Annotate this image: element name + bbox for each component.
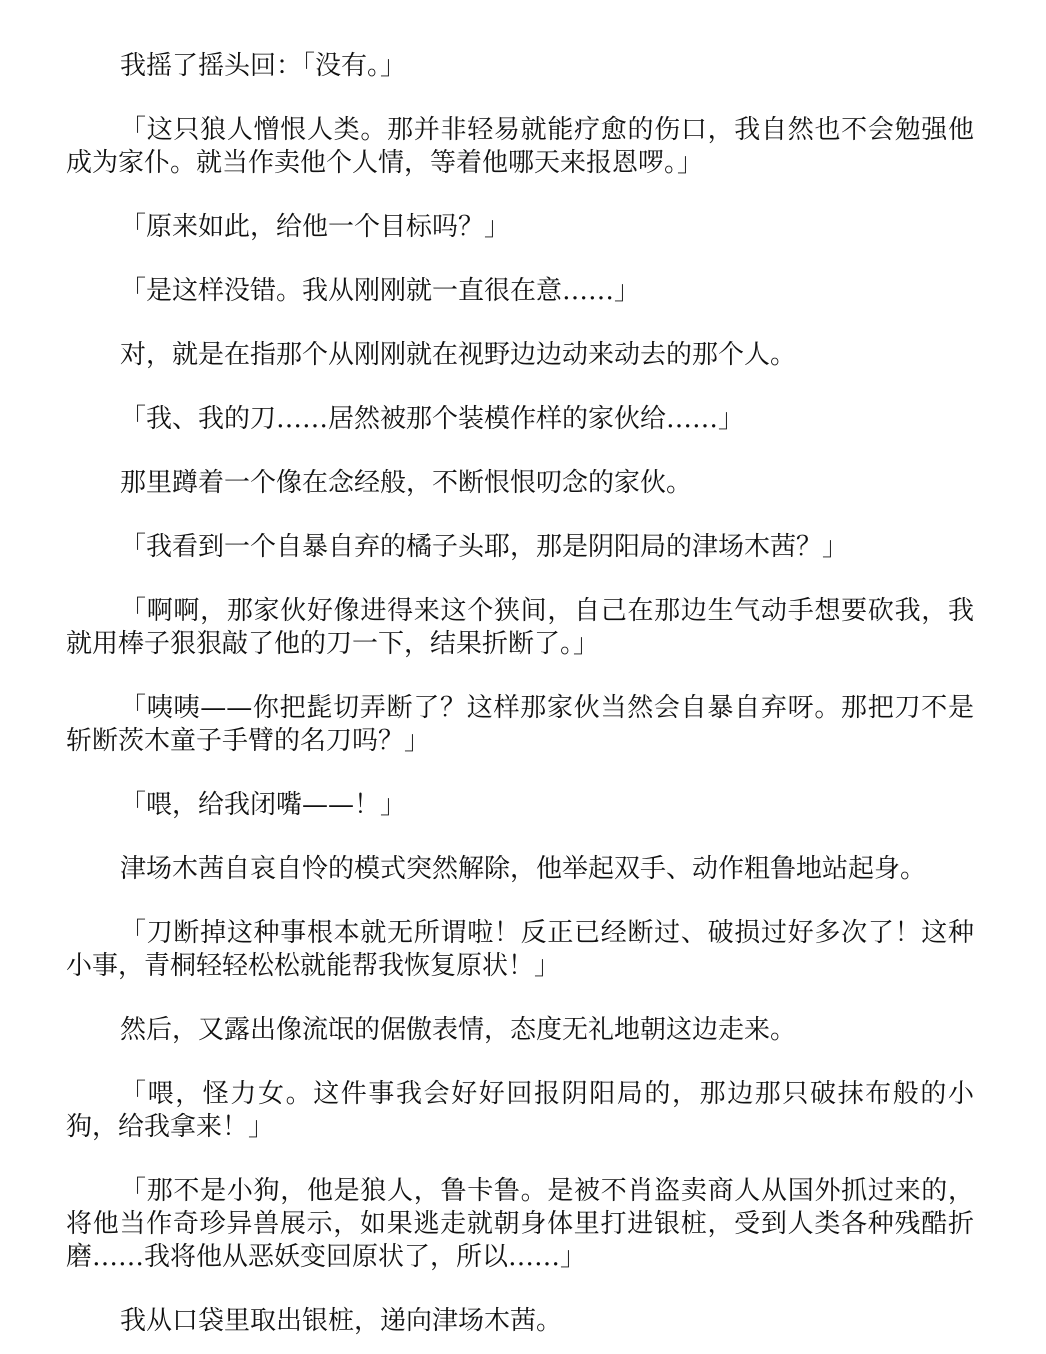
- paragraph: 「咦咦——你把髭切弄断了？这样那家伙当然会自暴自弃呀。那把刀不是斩断茨木童子手臂的名刀吗？」: [66, 693, 974, 756]
- paragraph: 「我、我的刀……居然被那个装模作样的家伙给……」: [120, 404, 745, 434]
- paragraph: 「这只狼人憎恨人类。那并非轻易就能疗愈的伤口，我自然也不会勉强他成为家仆。就当作卖他个人情，等着他哪天来报恩啰。」: [66, 115, 974, 178]
- paragraph: 「啊啊，那家伙好像进得来这个狭间，自己在那边生气动手想要砍我，我就用棒子狠狠敲了他的刀一下，结果折断了。」: [66, 596, 974, 659]
- paragraph: 「我看到一个自暴自弃的橘子头耶，那是阴阳局的津场木茜？」: [120, 532, 849, 562]
- paragraph: 我摇了摇头回：「没有。」: [120, 51, 407, 81]
- paragraph: 「是这样没错。我从刚刚就一直很在意……」: [120, 276, 641, 306]
- paragraph: 「刀断掉这种事根本就无所谓啦！反正已经断过、破损过好多次了！这种小事，青桐轻轻松松就能帮我恢复原状！」: [66, 918, 974, 981]
- paragraph: 「喂，给我闭嘴——！」: [120, 790, 407, 820]
- paragraph: 「那不是小狗，他是狼人，鲁卡鲁。是被不肖盗卖商人从国外抓过来的，将他当作奇珍异兽展示，如果逃走就朝身体里打进银桩，受到人类各种残酷折磨……我将他从恶妖变回原状了，所以……」: [66, 1176, 974, 1272]
- paragraph: 「喂，怪力女。这件事我会好好回报阴阳局的，那边那只破抹布般的小狗，给我拿来！」: [66, 1079, 974, 1142]
- paragraph: 「原来如此，给他一个目标吗？」: [120, 212, 511, 242]
- paragraph: 那里蹲着一个像在念经般，不断恨恨叨念的家伙。: [120, 468, 693, 498]
- paragraph: 我从口袋里取出银桩，递向津场木茜。: [120, 1306, 563, 1336]
- paragraph: 然后，又露出像流氓的倨傲表情，态度无礼地朝这边走来。: [120, 1015, 797, 1045]
- paragraph: 对，就是在指那个从刚刚就在视野边边动来动去的那个人。: [120, 340, 797, 370]
- paragraph: 津场木茜自哀自怜的模式突然解除，他举起双手、动作粗鲁地站起身。: [120, 854, 927, 884]
